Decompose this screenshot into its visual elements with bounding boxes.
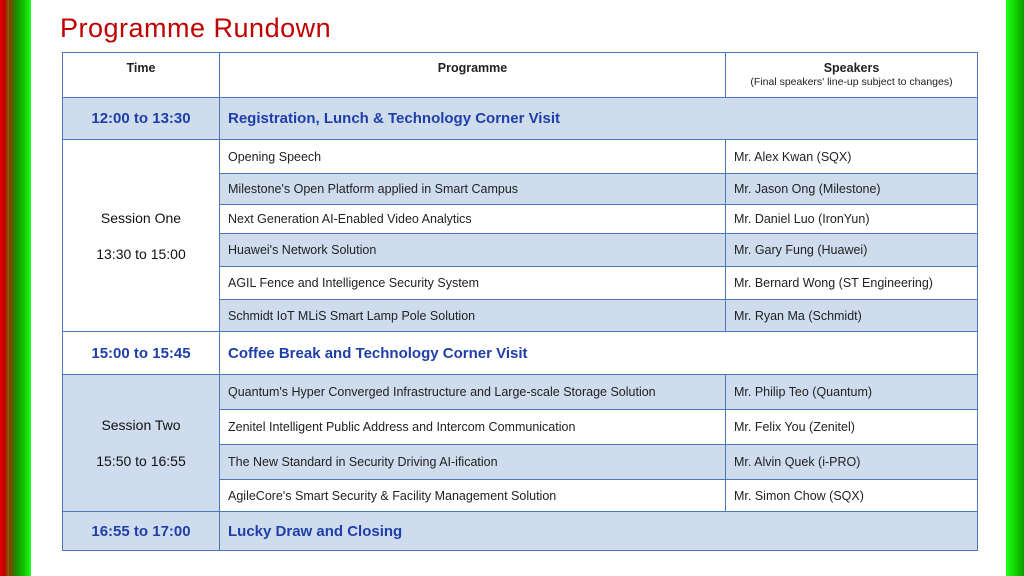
break-time: 16:55 to 17:00 xyxy=(63,512,220,551)
break-row-closing xyxy=(63,512,978,551)
header-time: Time xyxy=(63,53,220,98)
programme-cell: The New Standard in Security Driving AI-ification xyxy=(220,445,726,480)
speaker-cell: Mr. Bernard Wong (ST Engineering) xyxy=(726,267,978,300)
session-one-name: Session One xyxy=(100,209,182,226)
left-accent-bar-green xyxy=(9,0,31,576)
session-two-time: 15:50 to 16:55 xyxy=(96,453,186,469)
table-row xyxy=(63,140,978,174)
session-one-cell xyxy=(63,140,220,332)
break-time: 12:00 to 13:30 xyxy=(63,98,220,140)
slide-title: Programme Rundown xyxy=(60,13,332,43)
speaker-cell: Mr. Philip Teo (Quantum) xyxy=(726,375,978,410)
programme-cell: Schmidt IoT MLiS Smart Lamp Pole Solution xyxy=(220,300,726,332)
header-programme: Programme xyxy=(220,53,726,98)
programme-cell: AgileCore's Smart Security & Facility Management Solution xyxy=(220,480,726,512)
speaker-cell: Mr. Simon Chow (SQX) xyxy=(726,480,978,512)
programme-cell: Milestone's Open Platform applied in Smart Campus xyxy=(220,174,726,205)
break-row-registration xyxy=(63,98,978,140)
session-one-time: 13:30 to 15:00 xyxy=(96,245,186,262)
right-accent-bar xyxy=(1006,0,1024,576)
session-two-name: Session Two xyxy=(101,417,181,433)
session-two-cell xyxy=(63,375,220,512)
break-label: Coffee Break and Technology Corner Visit xyxy=(220,332,978,375)
programme-cell: Next Generation AI-Enabled Video Analytics xyxy=(220,205,726,234)
programme-cell: AGIL Fence and Intelligence Security System xyxy=(220,267,726,300)
table-row xyxy=(63,375,978,410)
programme-cell: Zenitel Intelligent Public Address and Intercom Communication xyxy=(220,410,726,445)
header-speakers-note: (Final speakers' line-up subject to changes) xyxy=(750,76,953,88)
programme-cell: Quantum's Hyper Converged Infrastructure and Large-scale Storage Solution xyxy=(220,375,726,410)
programme-table xyxy=(62,52,978,551)
break-time: 15:00 to 15:45 xyxy=(63,332,220,375)
break-row-coffee xyxy=(63,332,978,375)
speaker-cell: Mr. Daniel Luo (IronYun) xyxy=(726,205,978,234)
break-label: Lucky Draw and Closing xyxy=(220,512,978,551)
speaker-cell: Mr. Jason Ong (Milestone) xyxy=(726,174,978,205)
break-label: Registration, Lunch & Technology Corner Visit xyxy=(220,98,978,140)
header-speakers-label: Speakers xyxy=(823,61,880,75)
speaker-cell: Mr. Ryan Ma (Schmidt) xyxy=(726,300,978,332)
speaker-cell: Mr. Felix You (Zenitel) xyxy=(726,410,978,445)
speaker-cell: Mr. Alex Kwan (SQX) xyxy=(726,140,978,174)
speaker-cell: Mr. Alvin Quek (i-PRO) xyxy=(726,445,978,480)
table-header-row xyxy=(63,53,978,98)
programme-cell: Opening Speech xyxy=(220,140,726,174)
programme-cell: Huawei's Network Solution xyxy=(220,234,726,267)
header-speakers xyxy=(726,53,978,98)
speaker-cell: Mr. Gary Fung (Huawei) xyxy=(726,234,978,267)
left-accent-bar-red xyxy=(0,0,9,576)
